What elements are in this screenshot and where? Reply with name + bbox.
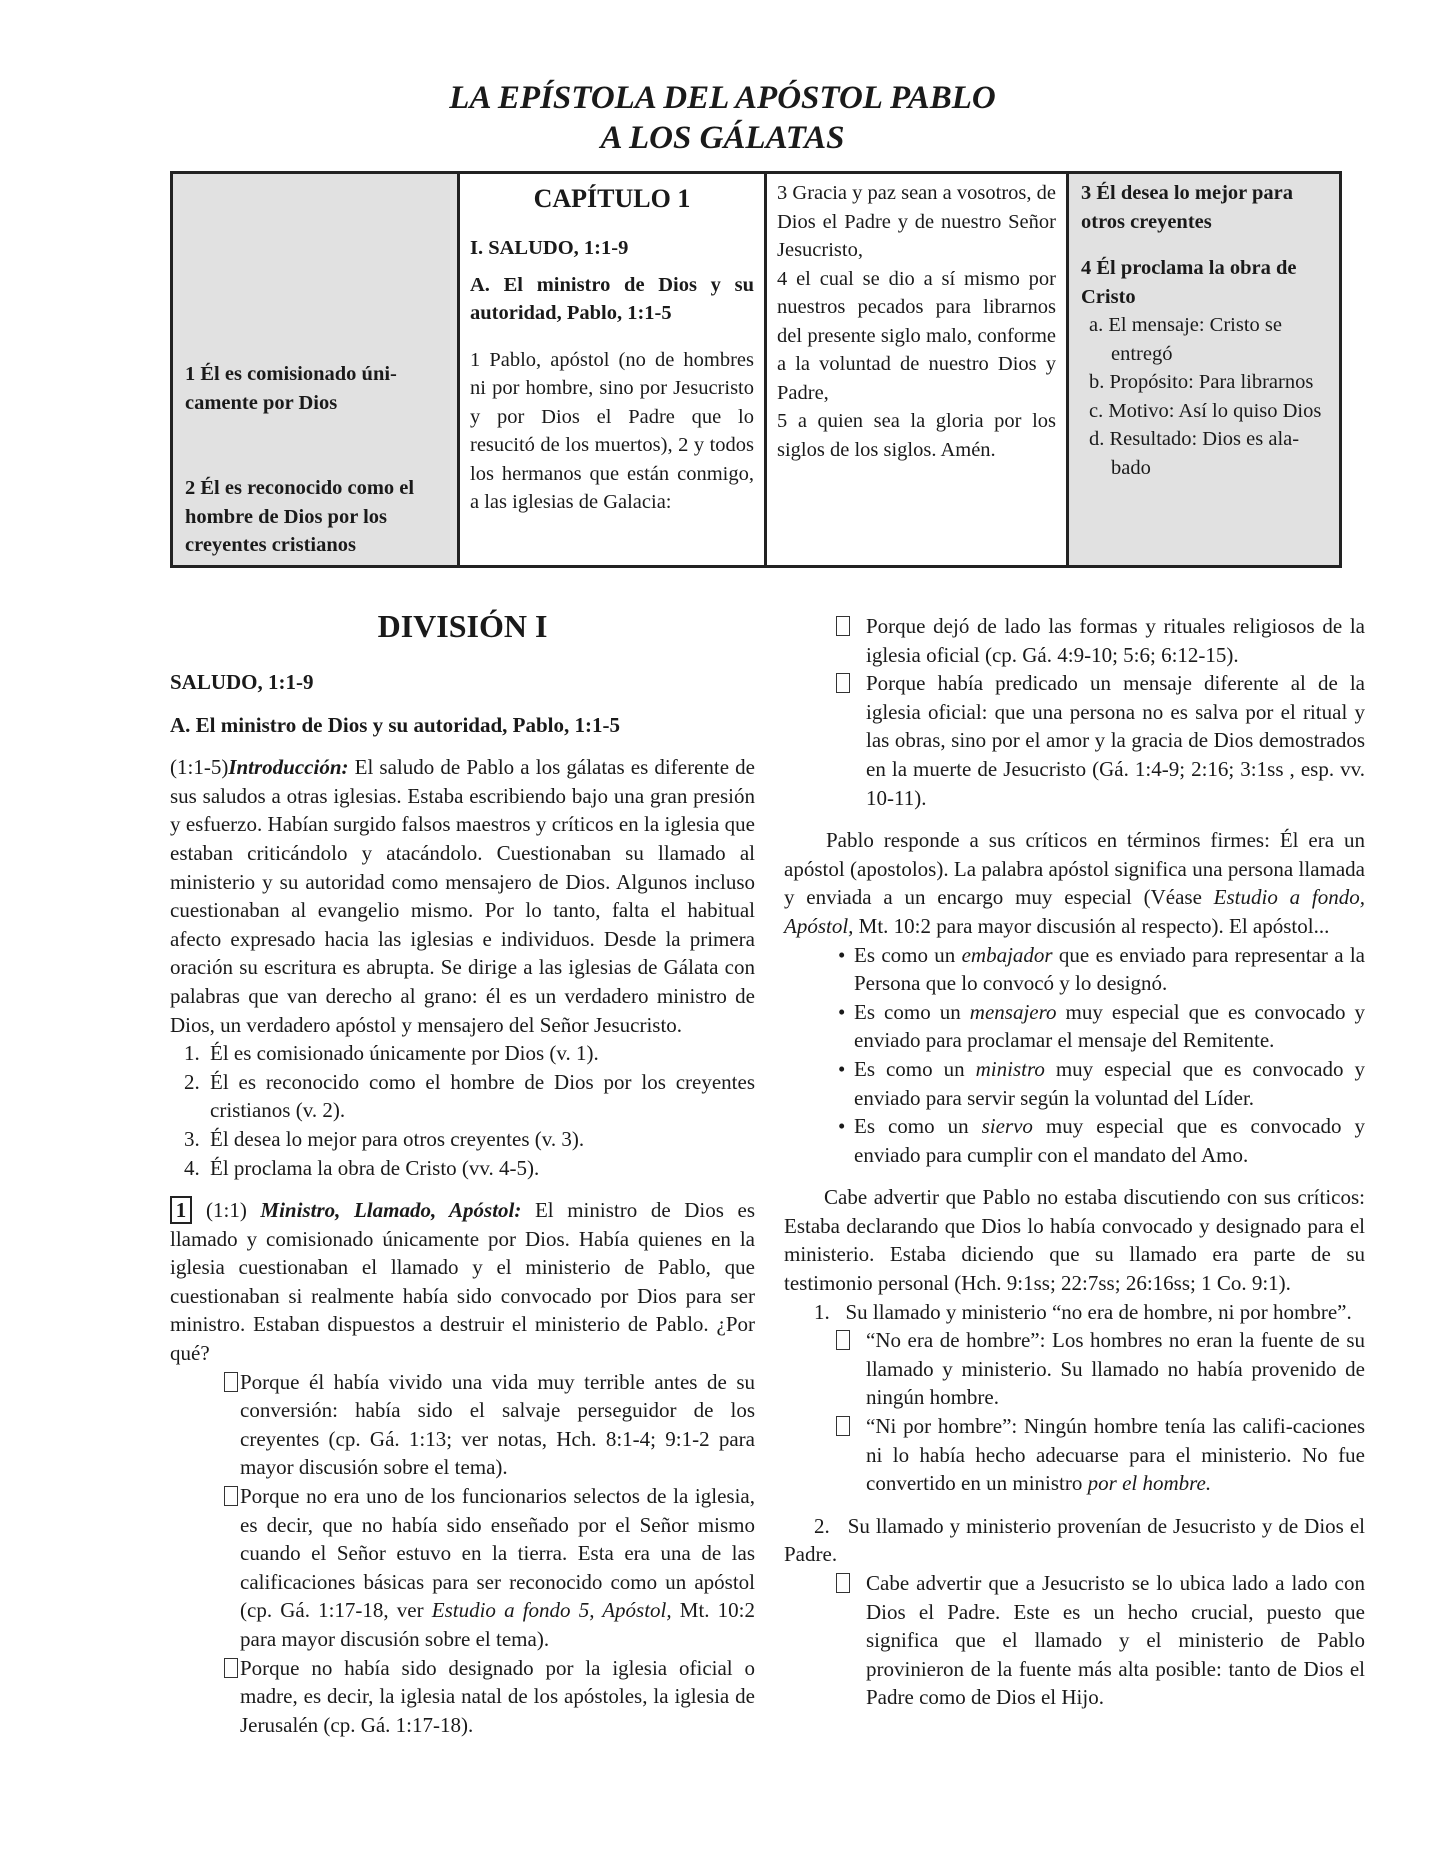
intro-paragraph xyxy=(170,753,755,1039)
bullet-item xyxy=(784,612,1365,669)
dot-italic: ministro xyxy=(975,1056,1045,1081)
checkbox-bullet-icon xyxy=(224,1372,238,1392)
point-number: 4. xyxy=(184,1155,200,1180)
bullet-text: Porque no había sido designado por la iglesia oficial o madre, es decir, la iglesia natal de los apóstoles, la iglesia de Jerusalén (cp. Gá. 1:17-18). xyxy=(240,1655,755,1737)
subsection-heading-body: A. El ministro de Dios y su autoridad, Pablo, 1:1-5 xyxy=(170,712,620,737)
checkbox-bullet-icon xyxy=(836,616,850,636)
intro-label: Introducción: xyxy=(228,755,349,780)
clarification-paragraph: Cabe advertir que Pablo no estaba discutiendo con sus críticos: Estaba declarando que Dios lo había convocado y designado para el ministerio. Estaba diciendo que su llamado era parte de su testimonio personal (Hch. 9:1ss; 22:7ss; 26:16ss; 1 Co. 9:1). xyxy=(784,1185,1365,1296)
bullet-text: “No era de hombre”: Los hombres no eran la fuente de su llamado y ministerio. Su llamado no había provenido de ningún hombre. xyxy=(866,1328,1365,1410)
dot-text: que es enviado para representar a la Persona que lo convocó y lo designó. xyxy=(854,942,1366,996)
bullet-text: Porque él había vivido una vida muy terrible antes de su conversión: había sido el salvaje perseguidor de los creyentes (cp. Gá. 1:13; ver notas, Hch. 8:1-4; 9:1-2 para mayor discusión sobre el tema). xyxy=(240,1369,755,1480)
bullet-dot-icon: • xyxy=(838,1114,846,1139)
intro-text: El saludo de Pablo a los gálatas es diferente de sus saludos a otras iglesias. Estaba escribiendo bajo una gran presión y esfuerzo. Habían surgido falsos maestros y críticos en la iglesia que estaban criticándolo y atacándolo. Cuestionaban su llamado al ministerio y su autoridad como mensajero de Dios. Algunos incluso cuestionaban al evangelio mismo. Por lo tanto, falta el habitual afecto expresado hacia las iglesias e individuos. Desde la primera oración su escritura es abrupta. Se dirige a las iglesias de Gálata con palabras que van derecho al grano: él es un verdadero ministro de Dios, un verdadero apóstol y mensajero del Señor Jesucristo. xyxy=(170,755,755,1037)
section-heading: I. SALUDO, 1:1-9 xyxy=(470,237,629,259)
dot-item xyxy=(784,1055,1365,1112)
title-line-2: A LOS GÁLATAS xyxy=(600,120,845,156)
point-text: Él es comisionado únicamente por Dios (v. 1). xyxy=(210,1041,599,1066)
left-text-column xyxy=(170,606,755,1739)
dot-item xyxy=(784,1112,1365,1169)
point-item xyxy=(170,1068,755,1125)
item-number: 2. xyxy=(814,1513,830,1538)
outline-scripture-column xyxy=(460,174,767,565)
point-item xyxy=(170,1039,755,1068)
bullet-item xyxy=(784,1412,1365,1498)
point-item xyxy=(170,1154,755,1183)
dot-item xyxy=(784,941,1365,998)
item-text: Su llamado y ministerio provenían de Jesucristo y de Dios el Padre. xyxy=(784,1513,1365,1567)
outline-point-4: 4 Él proclama la obra de Cristo xyxy=(1081,257,1297,308)
apostle-paragraph xyxy=(784,826,1365,940)
outline-subpoint: a. El mensaje: Cristo se entregó xyxy=(1089,314,1282,365)
subsection-heading: A. El ministro de Dios y su autoridad, Pablo, 1:1-5 xyxy=(470,273,754,324)
scripture-verse-3: 3 Gracia y paz sean a vosotros, de Dios el Padre y de nuestro Señor Jesucristo, xyxy=(777,182,1056,261)
outline-subpoints xyxy=(1081,311,1329,482)
point-text: Él desea lo mejor para otros creyentes (v. 3). xyxy=(210,1126,585,1151)
bullet-dot-icon: • xyxy=(838,942,846,967)
saludo-heading: SALUDO, 1:1-9 xyxy=(170,670,314,694)
bullet-text: Porque había predicado un mensaje diferente al de la iglesia oficial: que una persona no es salva por el ritual y las obras, sino por el amor y la gracia de Dios demostrados en la muerte de Jesucristo (Gá. 1:4-9; 2:16; 3:1ss , esp. vv. 10-11). xyxy=(866,671,1365,810)
dot-text: muy especial que es convocado y enviado para servir según la voluntad del Líder. xyxy=(854,1056,1365,1110)
checkbox-bullet-icon xyxy=(836,1330,850,1350)
bullet-text: Cabe advertir que a Jesucristo se lo ubica lado a lado con Dios el Padre. Este es un hecho crucial, puesto que significa que el llamado y el ministerio de Pablo provinieron de la fuente más alta posible: tanto de Dios el Padre como de Dios el Hijo. xyxy=(866,1571,1365,1710)
scripture-verse-4: 4 el cual se dio a sí mismo por nuestros pecados para librarnos del presente siglo malo, conforme a la voluntad de nuestro Dios y Padre, xyxy=(777,267,1056,404)
division-heading: DIVISIÓN I xyxy=(377,608,548,644)
outline-point-2: 2 Él es reconocido como el hombre de Dios por los creyentes cristianos xyxy=(185,477,415,556)
outline-point-1: 1 Él es comisionado úni-camente por Dios xyxy=(185,363,397,414)
numbered-item xyxy=(784,1298,1365,1327)
dot-text: Es como un xyxy=(854,942,962,967)
paragraph-italic: Estudio a fondo, Apóstol, xyxy=(784,885,1365,938)
right-text-column xyxy=(784,612,1365,1712)
bullet-item xyxy=(170,1654,755,1740)
bullet-item xyxy=(170,1482,755,1654)
note-label: Ministro, Llamado, Apóstol: xyxy=(260,1198,522,1223)
document-title xyxy=(0,78,1445,158)
outline-points-column-2 xyxy=(1069,174,1339,565)
checkbox-bullet-icon xyxy=(836,1416,850,1436)
bullet-item xyxy=(170,1368,755,1482)
bullet-item xyxy=(784,669,1365,812)
point-text: Él proclama la obra de Cristo (vv. 4-5). xyxy=(210,1155,540,1180)
outline-point-3: 3 Él desea lo mejor para otros creyentes xyxy=(1081,182,1293,233)
outline-scripture-column-2 xyxy=(767,174,1069,565)
dot-text: muy especial que es convocado y enviado para proclamar el mensaje del Remitente. xyxy=(854,999,1365,1053)
numbered-item xyxy=(784,1512,1365,1569)
note-text: El ministro de Dios es llamado y comisionado únicamente por Dios. Había quienes en la iglesia cuestionaban el llamado y el ministerio de Pablo, que cuestionaban si realmente había sido convocado por Dios para ser ministro. Estaban dispuestos a destruir el ministerio de Pablo. ¿Por qué? xyxy=(170,1198,755,1366)
bullet-dot-icon: • xyxy=(838,1056,846,1081)
bullet-italic: por el hombre. xyxy=(1087,1471,1212,1496)
point-number: 1. xyxy=(184,1041,200,1066)
title-line-1: LA EPÍSTOLA DEL APÓSTOL PABLO xyxy=(449,80,996,116)
point-number: 2. xyxy=(184,1069,200,1094)
dot-text: muy especial que es convocado y enviado para cumplir con el mandato del Amo. xyxy=(854,1114,1365,1167)
bullet-text: “Ni por hombre”: Ningún hombre tenía las califi-caciones ni lo había hecho adecuarse para el ministerio. No fue convertido en un ministro xyxy=(866,1414,1365,1496)
point-number: 3. xyxy=(184,1126,200,1151)
bullet-dot-icon: • xyxy=(838,999,846,1024)
note-ref: (1:1) xyxy=(206,1198,247,1223)
bullet-text: Porque dejó de lado las formas y rituales religiosos de la iglesia oficial (cp. Gá. 4:9-10; 5:6; 6:12-15). xyxy=(866,614,1365,667)
outline-subpoint: b. Propósito: Para librarnos xyxy=(1089,371,1314,393)
dot-italic: mensajero xyxy=(969,999,1057,1024)
intro-ref: (1:1-5) xyxy=(170,755,229,780)
outline-subpoint: c. Motivo: Así lo quiso Dios xyxy=(1089,399,1322,422)
scripture-verse-5: 5 a quien sea la gloria por los siglos de los siglos. Amén. xyxy=(777,410,1056,461)
chapter-heading: CAPÍTULO 1 xyxy=(533,184,691,213)
bullet-italic: Estudio a fondo 5, Apóstol, xyxy=(431,1598,672,1623)
bullet-text: Mt. 10:2 para mayor discusión sobre el tema). xyxy=(240,1598,755,1651)
paragraph-text: Mt. 10:2 para mayor discusión al respecto). El apóstol... xyxy=(853,913,1330,938)
note-paragraph xyxy=(170,1196,755,1368)
checkbox-bullet-icon xyxy=(224,1658,238,1678)
dot-text: Es como un xyxy=(854,999,970,1024)
checkbox-bullet-icon xyxy=(224,1486,238,1506)
point-text: Él es reconocido como el hombre de Dios por los creyentes cristianos (v. 2). xyxy=(210,1069,755,1123)
point-item xyxy=(170,1125,755,1154)
bullet-item xyxy=(784,1569,1365,1712)
note-number-box: 1 xyxy=(170,1196,192,1224)
bullet-text: Porque no era uno de los funcionarios selectos de la iglesia, es decir, que no había sido enseñado por el Señor mismo cuando el Señor estuvo en la tierra. Esta era una de las calificaciones básicas para ser reconocido como un apóstol (cp. Gá. 1:17-18, ver xyxy=(240,1484,755,1623)
dot-text: Es como un xyxy=(854,1114,982,1139)
bullet-item xyxy=(784,1326,1365,1412)
paragraph-text: Pablo responde a sus críticos en términos firmes: Él era un apóstol (apostolos). La palabra apóstol significa una persona llamada y enviada a un encargo muy especial (Véase xyxy=(784,828,1365,910)
outline-subpoint: d. Resultado: Dios es ala-bado xyxy=(1089,428,1300,479)
checkbox-bullet-icon xyxy=(836,673,850,693)
dot-italic: siervo xyxy=(981,1114,1033,1139)
dot-text: Es como un xyxy=(854,1056,976,1081)
outline-table xyxy=(170,171,1342,568)
dot-item xyxy=(784,998,1365,1055)
item-number: 1. xyxy=(814,1299,830,1324)
outline-points-column xyxy=(173,174,460,565)
item-text: Su llamado y ministerio “no era de hombre, ni por hombre”. xyxy=(845,1299,1352,1324)
scripture-verses-1-2: 1 Pablo, apóstol (no de hombres ni por hombre, sino por Jesucristo y por Dios el Padre que lo resucitó de los muertos), 2 y todos los hermanos que están conmigo, a las iglesias de Galacia: xyxy=(470,348,754,513)
checkbox-bullet-icon xyxy=(836,1573,850,1593)
dot-italic: embajador xyxy=(961,942,1053,967)
